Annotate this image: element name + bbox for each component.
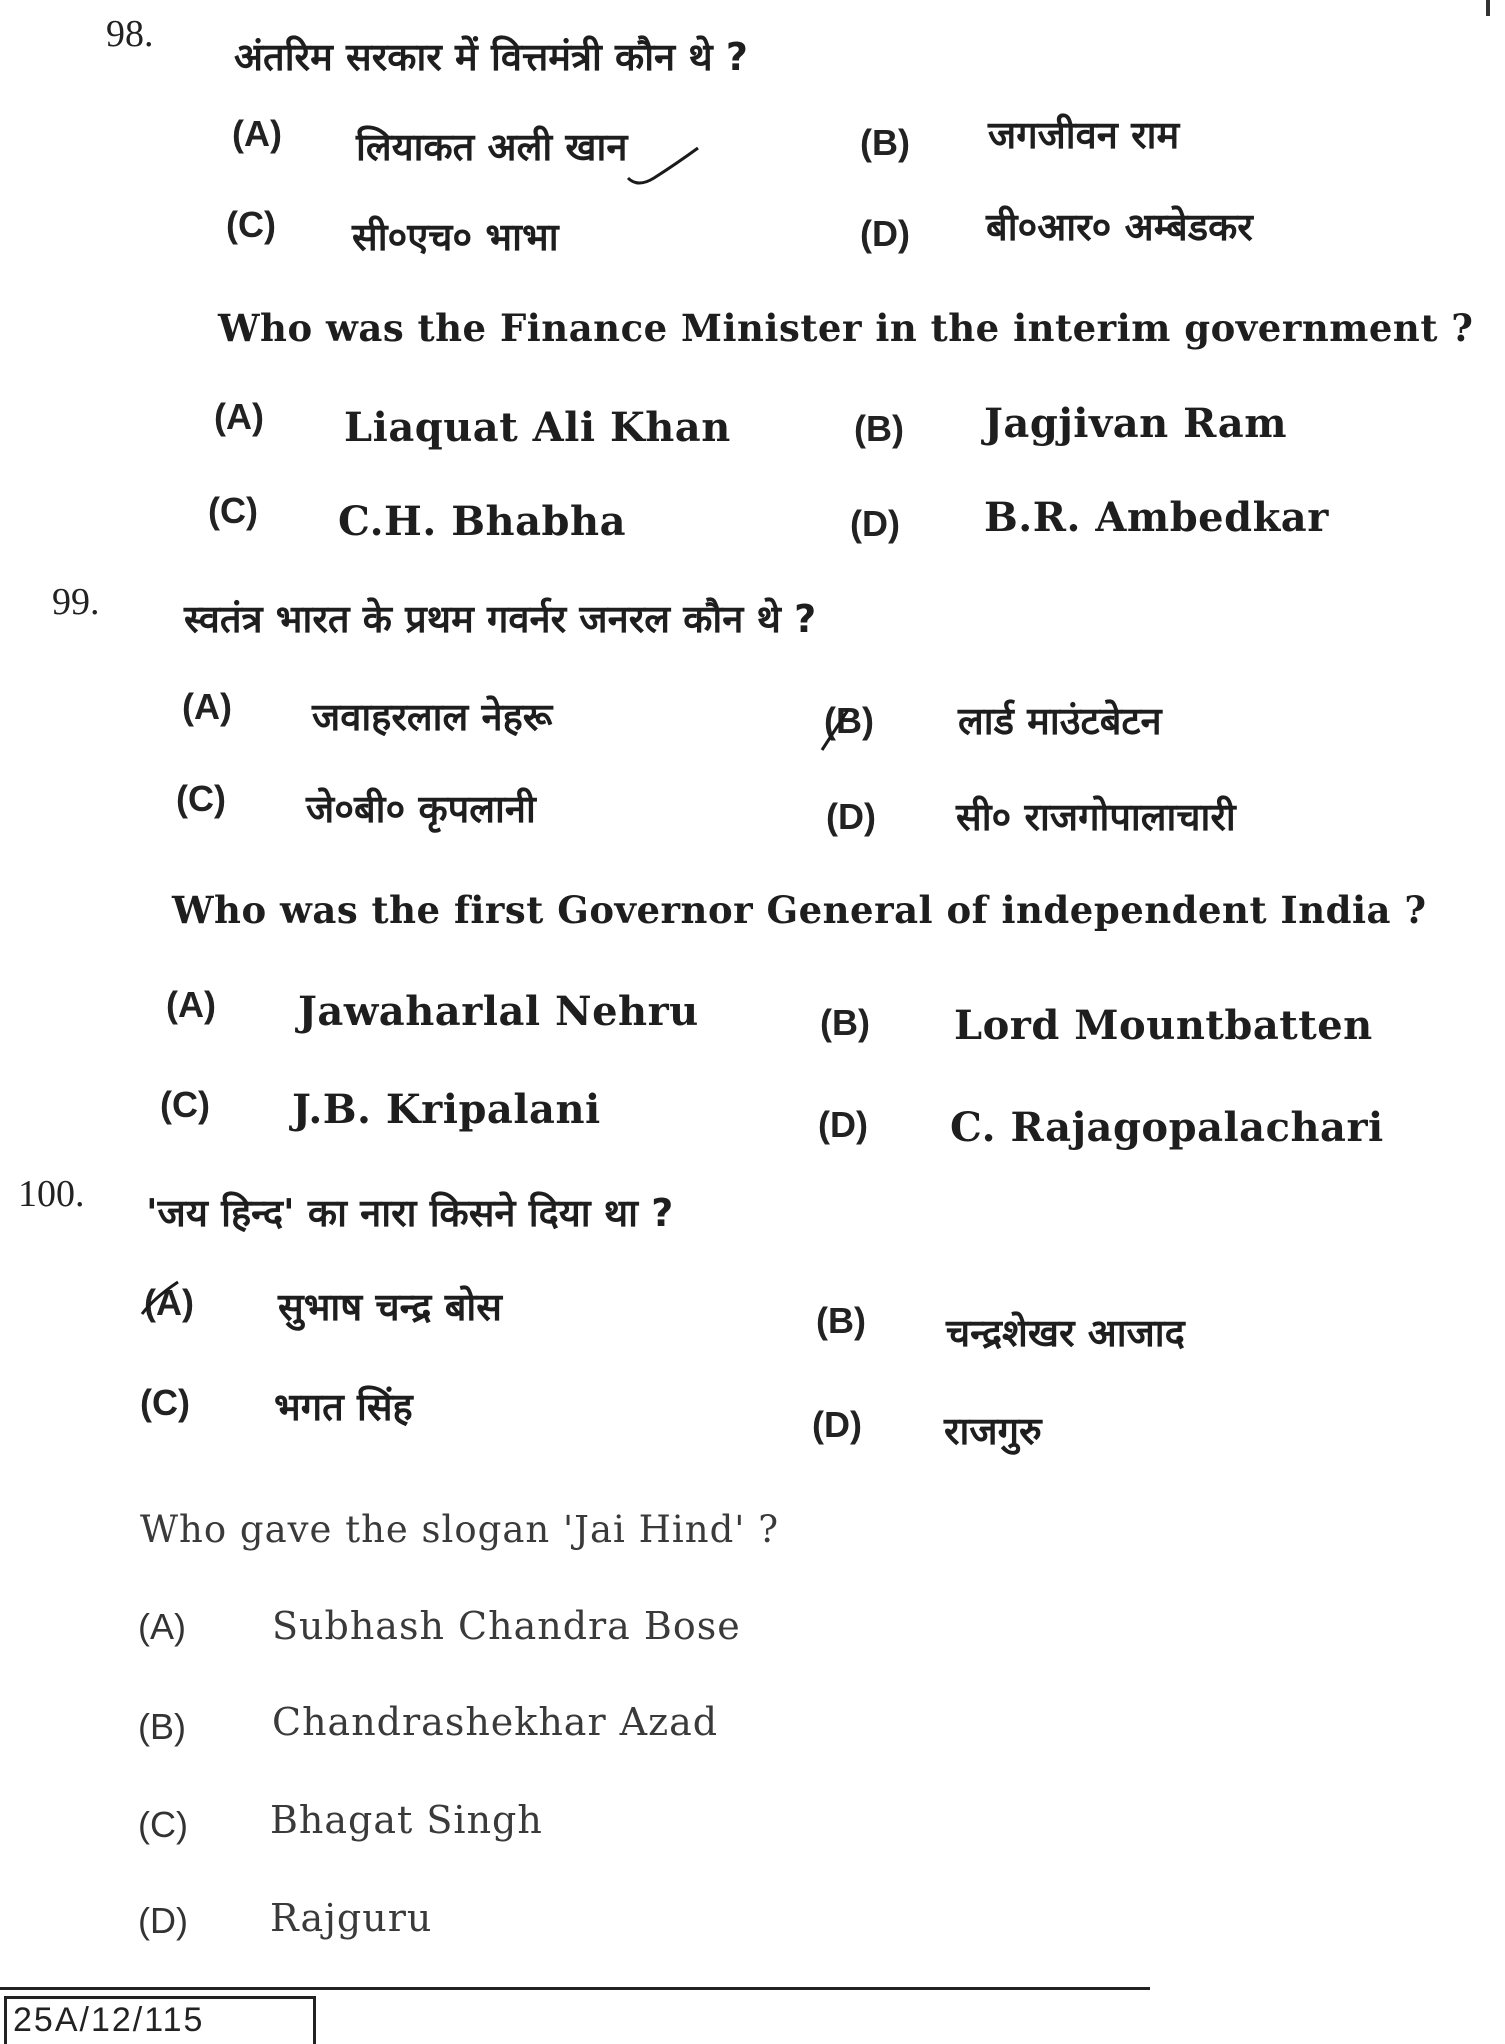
option-text-hindi: लार्ड माउंटबेटन: [958, 699, 1162, 743]
option-label: (C): [208, 490, 258, 531]
option-text-english: Subhash Chandra Bose: [272, 1604, 741, 1648]
option-label: (C): [176, 778, 226, 819]
option-text-english: Liaquat Ali Khan: [344, 404, 731, 451]
question-text-english: Who was the Finance Minister in the interim government ?: [218, 306, 1474, 350]
tick-mark-icon: [624, 140, 704, 190]
question-number: 100.: [18, 1173, 85, 1215]
option-text-hindi: सी० राजगोपालाचारी: [956, 795, 1236, 839]
option-text-hindi: चन्द्रशेखर आजाद: [946, 1311, 1185, 1355]
question-text-hindi: 'जय हिन्द' का नारा किसने दिया था ?: [146, 1191, 674, 1235]
booklet-code: 25A/12/115: [4, 1996, 316, 2044]
option-label: (A): [232, 113, 282, 154]
option-label: (D): [818, 1104, 868, 1145]
option-label: (D): [850, 503, 900, 544]
option-label: (C): [138, 1804, 188, 1845]
question-text-english: Who was the first Governor General of independent India ?: [172, 888, 1427, 932]
option-text-english: Jagjivan Ram: [984, 400, 1288, 447]
option-label: (B): [816, 1300, 866, 1341]
question-text-english: Who gave the slogan 'Jai Hind' ?: [140, 1508, 780, 1551]
option-label: (D): [826, 796, 876, 837]
option-label: (B): [860, 122, 910, 163]
option-label: (B): [820, 1002, 870, 1043]
option-text-english: Lord Mountbatten: [954, 1002, 1373, 1049]
option-text-hindi: भगत सिंह: [274, 1385, 413, 1429]
option-text-hindi: सी०एच० भाभा: [352, 215, 559, 259]
option-text-hindi: बी०आर० अम्बेडकर: [986, 205, 1253, 249]
option-label: (A): [138, 1606, 186, 1647]
option-text-hindi: जगजीवन राम: [988, 113, 1180, 157]
option-text-hindi: जवाहरलाल नेहरू: [312, 695, 553, 739]
option-text-hindi: सुभाष चन्द्र बोस: [278, 1285, 502, 1329]
option-text-english: J.B. Kripalani: [292, 1086, 601, 1133]
option-label: (D): [860, 213, 910, 254]
option-label: (A): [182, 686, 232, 727]
tick-mark-icon: [138, 1278, 198, 1328]
option-label: (D): [812, 1404, 862, 1445]
option-label: (C): [160, 1084, 210, 1125]
option-text-hindi: लियाकत अली खान: [356, 125, 628, 169]
option-label: (D): [138, 1900, 188, 1941]
question-number: 98.: [106, 13, 154, 55]
option-text-english: Jawaharlal Nehru: [298, 988, 699, 1035]
option-label: (A): [214, 396, 264, 437]
option-label: (C): [140, 1382, 190, 1423]
option-text-english: C. Rajagopalachari: [950, 1104, 1384, 1151]
option-text-english: Rajguru: [270, 1896, 433, 1940]
option-label: (C): [226, 204, 276, 245]
option-text-hindi: राजगुरु: [944, 1409, 1042, 1453]
option-label: (B): [824, 700, 874, 741]
option-text-english: Chandrashekhar Azad: [272, 1700, 719, 1744]
option-label: (A): [144, 1282, 194, 1323]
question-number: 99.: [52, 581, 100, 623]
option-text-english: Bhagat Singh: [270, 1798, 543, 1842]
option-text-english: C.H. Bhabha: [338, 498, 626, 545]
option-label: (B): [854, 408, 904, 449]
corner-mark: [1486, 0, 1490, 16]
option-label: (B): [138, 1706, 186, 1747]
footer-rule: [0, 1987, 1150, 1990]
question-text-hindi: स्वतंत्र भारत के प्रथम गवर्नर जनरल कौन थे ?: [184, 597, 817, 641]
option-text-english: B.R. Ambedkar: [984, 494, 1329, 541]
option-text-hindi: जे०बी० कृपलानी: [306, 787, 536, 831]
option-label: (A): [166, 984, 216, 1025]
tick-mark-icon: [818, 706, 858, 756]
question-text-hindi: अंतरिम सरकार में वित्तमंत्री कौन थे ?: [234, 35, 748, 79]
